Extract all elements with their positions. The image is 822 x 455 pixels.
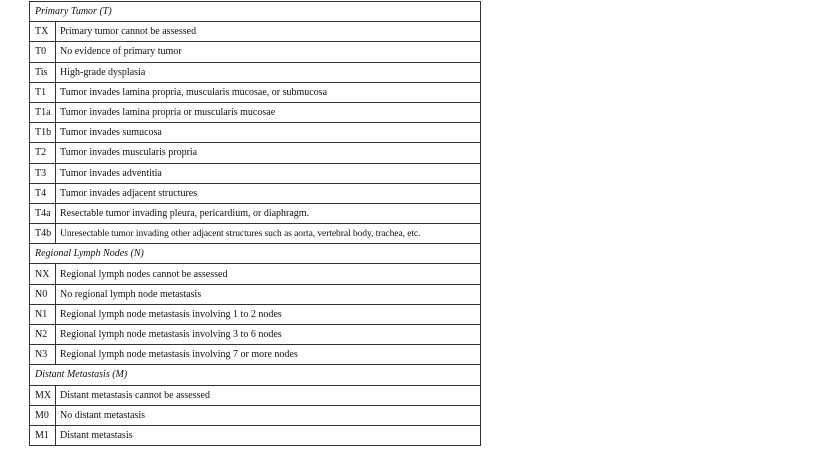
table-row (30, 284, 481, 304)
stage-description: Regional lymph nodes cannot be assessed (56, 264, 481, 284)
table-row (30, 385, 481, 405)
section-title: Primary Tumor (T) (30, 2, 481, 22)
stage-description: High-grade dysplasia (56, 62, 481, 82)
stage-code: T4a (30, 203, 56, 223)
stage-description: No distant metastasis (56, 405, 481, 425)
stage-description: Regional lymph node metastasis involving 7 or more nodes (56, 345, 481, 365)
stage-code: T1b (30, 123, 56, 143)
table-row (30, 102, 481, 122)
stage-description: Unresectable tumor invading other adjacent structures such as aorta, vertebral body, trachea, etc. (56, 224, 481, 244)
table-row (30, 42, 481, 62)
section-title: Regional Lymph Nodes (N) (30, 244, 481, 264)
stage-code: M0 (30, 405, 56, 425)
section-header-row (30, 244, 481, 264)
table-row (30, 264, 481, 284)
table-row (30, 163, 481, 183)
section-header-row (30, 2, 481, 22)
section-title: Distant Metastasis (M) (30, 365, 481, 385)
stage-code: N1 (30, 304, 56, 324)
stage-code: T4 (30, 183, 56, 203)
table-row (30, 183, 481, 203)
stage-code: T1 (30, 82, 56, 102)
stage-description: Tumor invades muscularis propria (56, 143, 481, 163)
stage-description: Tumor invades sumucosa (56, 123, 481, 143)
stage-code: T1a (30, 102, 56, 122)
table-row (30, 143, 481, 163)
stage-description: Tumor invades lamina propria or muscularis mucosae (56, 102, 481, 122)
stage-code: N2 (30, 325, 56, 345)
table-row (30, 304, 481, 324)
stage-description: Primary tumor cannot be assessed (56, 22, 481, 42)
stage-code: MX (30, 385, 56, 405)
table-row (30, 405, 481, 425)
stage-description: Regional lymph node metastasis involving 1 to 2 nodes (56, 304, 481, 324)
table-row (30, 203, 481, 223)
stage-description: Resectable tumor invading pleura, pericardium, or diaphragm. (56, 203, 481, 223)
tnm-staging-table (29, 1, 481, 446)
stage-code: N0 (30, 284, 56, 304)
stage-code: T3 (30, 163, 56, 183)
stage-description: Distant metastasis cannot be assessed (56, 385, 481, 405)
table-row (30, 62, 481, 82)
stage-code: T2 (30, 143, 56, 163)
table-row (30, 22, 481, 42)
stage-description: Tumor invades lamina propria, muscularis mucosae, or submucosa (56, 82, 481, 102)
stage-description: Tumor invades adjacent structures (56, 183, 481, 203)
table-row (30, 123, 481, 143)
stage-description: Regional lymph node metastasis involving 3 to 6 nodes (56, 325, 481, 345)
section-header-row (30, 365, 481, 385)
stage-code: T0 (30, 42, 56, 62)
table-row (30, 425, 481, 445)
table-row (30, 82, 481, 102)
table-row (30, 224, 481, 244)
table-row (30, 345, 481, 365)
stage-code: TX (30, 22, 56, 42)
stage-description: No evidence of primary tumor (56, 42, 481, 62)
stage-description: No regional lymph node metastasis (56, 284, 481, 304)
stage-code: NX (30, 264, 56, 284)
stage-description: Distant metastasis (56, 425, 481, 445)
stage-code: T4b (30, 224, 56, 244)
table-row (30, 325, 481, 345)
stage-code: M1 (30, 425, 56, 445)
stage-description: Tumor invades adventitia (56, 163, 481, 183)
stage-code: Tis (30, 62, 56, 82)
stage-code: N3 (30, 345, 56, 365)
